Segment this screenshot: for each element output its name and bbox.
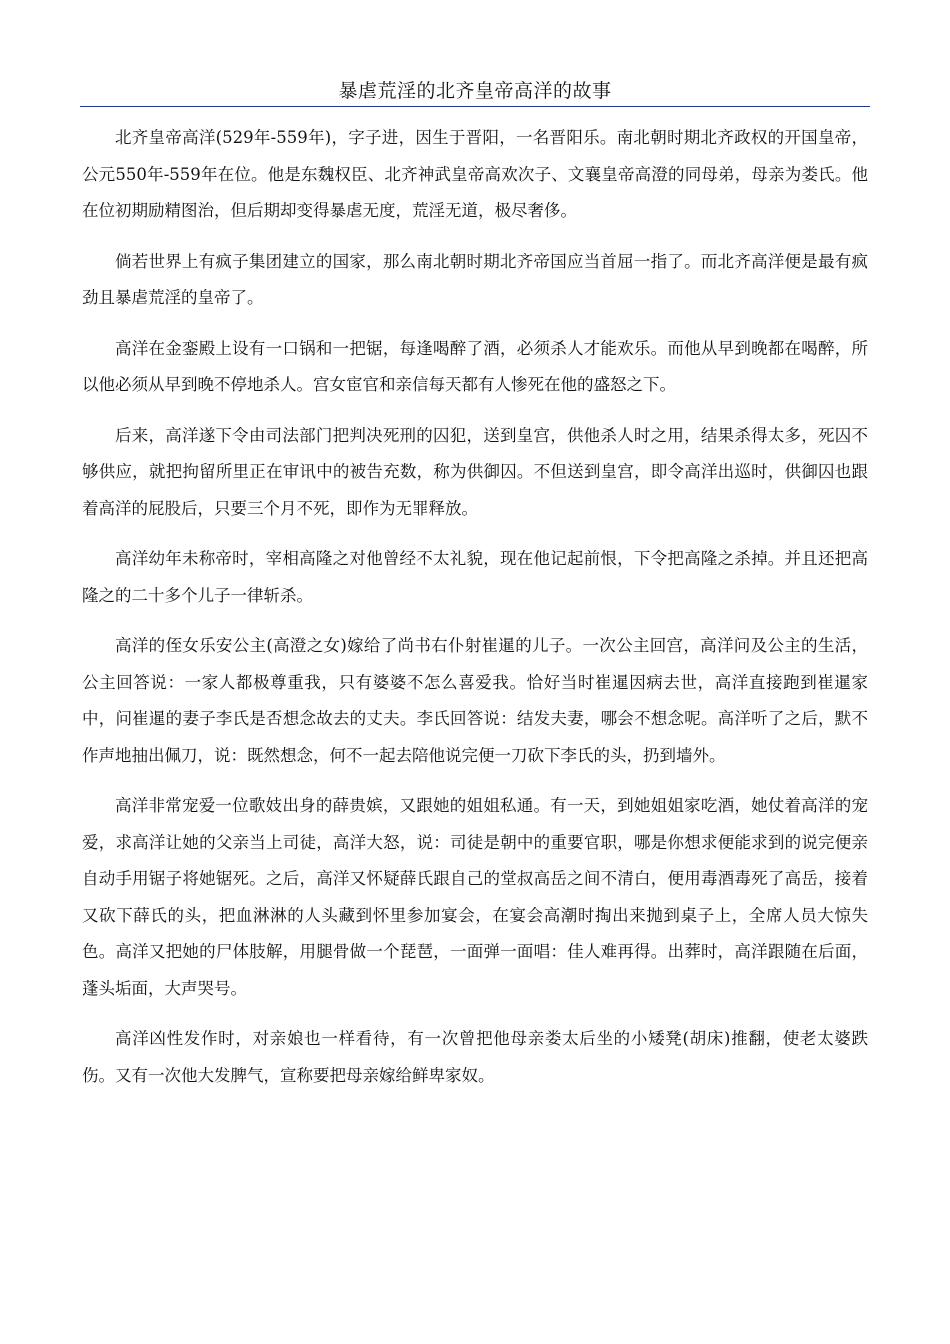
paragraph: 高洋的侄女乐安公主(高澄之女)嫁给了尚书右仆射崔暹的儿子。一次公主回宫，高洋问及公主的生活，公主回答说：一家人都极尊重我，只有婆婆不怎么喜爱我。恰好当时崔暹因病去世，高洋直接跑到崔暹家中，问崔暹的妻子李氏是否想念故去的丈夫。李氏回答说：结发夫妻，哪会不想念呢。高洋听了之后，默不作声地抽出佩刀，说：既然想念，何不一起去陪他说完便一刀砍下李氏的头，扔到墙外。: [82, 636, 868, 765]
paragraph: 倘若世界上有疯子集团建立的国家，那么南北朝时期北齐帝国应当首屈一指了。而北齐高洋便是最有疯劲且暴虐荒淫的皇帝了。: [82, 251, 868, 307]
document-title: 暴虐荒淫的北齐皇帝高洋的故事: [338, 80, 612, 102]
header-divider: [80, 106, 870, 107]
page-header: [80, 76, 870, 107]
paragraph: 高洋非常宠爱一位歌妓出身的薛贵嫔，又跟她的姐姐私通。有一天，到她姐姐家吃酒，她仗着高洋的宠爱，求高洋让她的父亲当上司徒，高洋大怒，说：司徒是朝中的重要官职，哪是你想求便能求到的说完便亲自动手用锯子将她锯死。之后，高洋又怀疑薛氏跟自己的堂叔高岳之间不清白，便用毒酒毒死了高岳，接着又砍下薛氏的头，把血淋淋的人头藏到怀里参加宴会，在宴会高潮时掏出来抛到桌子上，全席人员大惊失色。高洋又把她的尸体肢解，用腿骨做一个琵琶，一面弹一面唱：佳人难再得。出葬时，高洋跟随在后面，蓬头垢面，大声哭号。: [82, 796, 868, 998]
document-body: [82, 120, 868, 1108]
paragraph: 高洋凶性发作时，对亲娘也一样看待，有一次曾把他母亲娄太后坐的小矮凳(胡床)推翻，使老太婆跌伤。又有一次他大发脾气，宣称要把母亲嫁给鲜卑家奴。: [82, 1029, 868, 1085]
paragraph: 高洋在金銮殿上设有一口锅和一把锯，每逢喝醉了酒，必须杀人才能欢乐。而他从早到晚都在喝醉，所以他必须从早到晚不停地杀人。宫女宦官和亲信每天都有人惨死在他的盛怒之下。: [82, 338, 868, 394]
paragraph: 高洋幼年未称帝时，宰相高隆之对他曾经不太礼貌，现在他记起前恨，下令把高隆之杀掉。并且还把高隆之的二十多个儿子一律斩杀。: [82, 549, 868, 605]
paragraph: 北齐皇帝高洋(529年-559年)，字子进，因生于晋阳，一名晋阳乐。南北朝时期北齐政权的开国皇帝，公元550年-559年在位。他是东魏权臣、北齐神武皇帝高欢次子、文襄皇帝高澄的同母弟，母亲为娄氏。他在位初期励精图治，但后期却变得暴虐无度，荒淫无道，极尽奢侈。: [82, 128, 868, 220]
paragraph: 后来，高洋遂下令由司法部门把判决死刑的囚犯，送到皇宫，供他杀人时之用，结果杀得太多，死囚不够供应，就把拘留所里正在审讯中的被告充数，称为供御囚。不但送到皇宫，即令高洋出巡时，供御囚也跟着高洋的屁股后，只要三个月不死，即作为无罪释放。: [82, 425, 868, 518]
